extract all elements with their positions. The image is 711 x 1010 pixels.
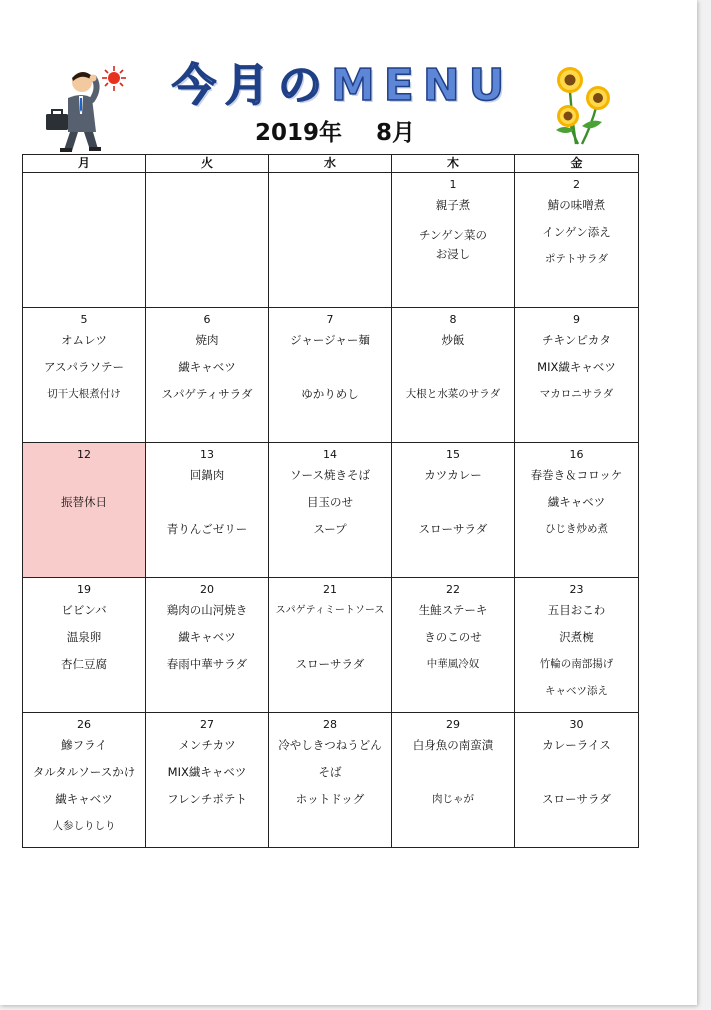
day-number: 6: [203, 313, 211, 326]
menu-item: ソース焼きそば: [290, 468, 370, 482]
menu-item: お浸し: [435, 247, 471, 261]
menu-item: きのこのせ: [424, 630, 482, 644]
menu-item: メンチカツ: [178, 738, 236, 752]
menu-calendar: [22, 154, 639, 848]
day-cell: [23, 713, 146, 848]
weekday-header: 金: [515, 155, 639, 173]
menu-item: 杏仁豆腐: [61, 657, 107, 671]
year-label: 2019年: [255, 120, 343, 146]
menu-item: 人参しりしり: [52, 820, 116, 832]
menu-item: [515, 759, 638, 786]
menu-item: スローサラダ: [542, 792, 611, 806]
menu-item: 振替休日: [61, 495, 107, 509]
menu-item: 五目おこわ: [547, 603, 606, 617]
page-title: 今月のMENU: [172, 60, 514, 111]
menu-item: マカロニサラダ: [539, 388, 614, 400]
menu-item: 炒飯: [441, 333, 465, 347]
menu-item: フレンチポテト: [167, 792, 247, 806]
day-cell: [515, 173, 639, 308]
menu-item: ゆかりめし: [301, 387, 359, 401]
menu-item: キャベツ添え: [545, 685, 608, 697]
menu-item: 中華風冷奴: [426, 658, 480, 670]
menu-item: [392, 354, 514, 381]
menu-item: [269, 354, 391, 381]
businessman-sun-icon: [38, 64, 130, 154]
menu-item: そば: [318, 765, 342, 779]
day-number: 12: [77, 448, 91, 461]
menu-item: オムレツ: [61, 333, 107, 347]
menu-item: 鯖の味噌煮: [547, 198, 606, 212]
menu-item: [392, 489, 514, 516]
menu-item: [146, 489, 268, 516]
day-number: 28: [323, 718, 337, 731]
menu-item: 回鍋肉: [189, 468, 225, 482]
day-number: 22: [446, 583, 460, 596]
menu-item: ひじき炒め煮: [545, 523, 608, 535]
month-label: 8月: [376, 120, 416, 146]
menu-item: 目玉のせ: [307, 495, 353, 509]
menu-item: スパゲティサラダ: [161, 387, 253, 401]
day-cell: [269, 308, 392, 443]
menu-item: MIX繊キャベツ: [167, 765, 247, 779]
menu-item: [23, 462, 145, 489]
menu-item: インゲン添え: [542, 225, 611, 239]
day-number: 14: [323, 448, 337, 461]
day-cell: [23, 173, 146, 308]
day-cell: [146, 713, 269, 848]
day-number: 23: [569, 583, 584, 596]
day-cell: [392, 713, 515, 848]
day-number: 1: [449, 178, 457, 191]
menu-item: 繊キャベツ: [178, 360, 236, 374]
day-number: 30: [569, 718, 584, 731]
menu-item: 温泉卵: [66, 630, 102, 644]
menu-item: 焼肉: [195, 333, 219, 347]
menu-item: スローサラダ: [295, 657, 365, 671]
day-number: 29: [446, 718, 460, 731]
day-number: 8: [449, 313, 457, 326]
day-number: 9: [573, 313, 580, 326]
menu-item: ホットドッグ: [295, 792, 365, 806]
day-cell: [23, 308, 146, 443]
menu-item: ビビンバ: [61, 603, 107, 617]
weekday-header: 月: [23, 155, 146, 173]
day-number: 19: [77, 583, 91, 596]
day-cell: [269, 173, 392, 308]
day-number: 15: [446, 448, 460, 461]
menu-item: タルタルソースかけ: [32, 765, 136, 779]
day-number: 26: [77, 718, 91, 731]
day-number: 27: [200, 718, 214, 731]
day-number: [23, 178, 145, 192]
menu-item: スローサラダ: [418, 522, 488, 536]
day-number: 5: [80, 313, 88, 326]
menu-item: スパゲティミートソース: [275, 605, 385, 616]
day-cell: [146, 308, 269, 443]
day-cell: [23, 578, 146, 713]
day-cell: [269, 713, 392, 848]
menu-item: 肉じゃが: [432, 793, 474, 805]
menu-item: 竹輪の南部揚げ: [539, 658, 614, 670]
weekday-header: 木: [392, 155, 515, 173]
day-cell: [269, 578, 392, 713]
menu-item: MIX繊キャベツ: [537, 360, 616, 374]
weekday-header-row: [23, 155, 639, 173]
menu-item: 春巻き＆コロッケ: [530, 468, 623, 482]
day-number: 16: [569, 448, 584, 461]
menu-item: 切干大根煮付け: [47, 388, 121, 400]
menu-item: [269, 624, 391, 651]
day-number: 2: [573, 178, 580, 191]
day-cell: [146, 173, 269, 308]
day-cell: [515, 308, 639, 443]
week-row: [23, 308, 639, 443]
menu-item: 沢煮椀: [559, 630, 594, 644]
menu-item: カレーライス: [542, 738, 611, 752]
menu-item: 親子煮: [435, 198, 471, 212]
menu-item: カツカレー: [424, 468, 482, 482]
menu-item: 大根と水菜のサラダ: [405, 388, 501, 400]
menu-item: 繊キャベツ: [178, 630, 236, 644]
day-number: [269, 178, 391, 192]
menu-item: アスパラソテー: [43, 360, 125, 374]
day-number: 21: [323, 583, 337, 596]
menu-item: 繊キャベツ: [547, 495, 606, 509]
day-number: 7: [326, 313, 334, 326]
menu-item: スープ: [313, 522, 347, 536]
day-number: 20: [200, 583, 214, 596]
menu-item: 冷やしきつねうどん: [278, 738, 382, 752]
menu-item: 青りんごゼリー: [166, 522, 248, 536]
day-cell: [392, 173, 515, 308]
week-row: [23, 443, 639, 578]
menu-item: 生鮭ステーキ: [418, 603, 488, 617]
day-cell: [146, 578, 269, 713]
day-cell: [146, 443, 269, 578]
menu-item: チンゲン菜の: [419, 228, 487, 242]
day-cell-holiday: [23, 443, 146, 578]
weekday-header: 水: [269, 155, 392, 173]
menu-item: 鰺フライ: [61, 738, 107, 752]
weekday-header: 火: [146, 155, 269, 173]
menu-item: 繊キャベツ: [55, 792, 113, 806]
menu-item: ジャージャー麺: [290, 333, 370, 347]
menu-item: ポテトサラダ: [545, 253, 608, 265]
menu-item: 白身魚の南蛮漬: [412, 738, 494, 752]
day-cell: [392, 578, 515, 713]
menu-item: 春雨中華サラダ: [166, 657, 248, 671]
menu-item: チキンピカタ: [542, 333, 611, 347]
menu-item: [392, 759, 514, 786]
menu-item: 鶏肉の山河焼き: [166, 603, 248, 617]
day-number: [146, 178, 268, 192]
week-row: [23, 713, 639, 848]
sunflowers-icon: [542, 64, 614, 146]
week-row: [23, 578, 639, 713]
month-heading: [255, 118, 455, 148]
day-cell: [269, 443, 392, 578]
day-cell: [392, 443, 515, 578]
week-row: [23, 173, 639, 308]
day-number: 13: [200, 448, 214, 461]
day-cell: [515, 578, 639, 713]
day-cell: [515, 443, 639, 578]
day-cell: [515, 713, 639, 848]
day-cell: [392, 308, 515, 443]
